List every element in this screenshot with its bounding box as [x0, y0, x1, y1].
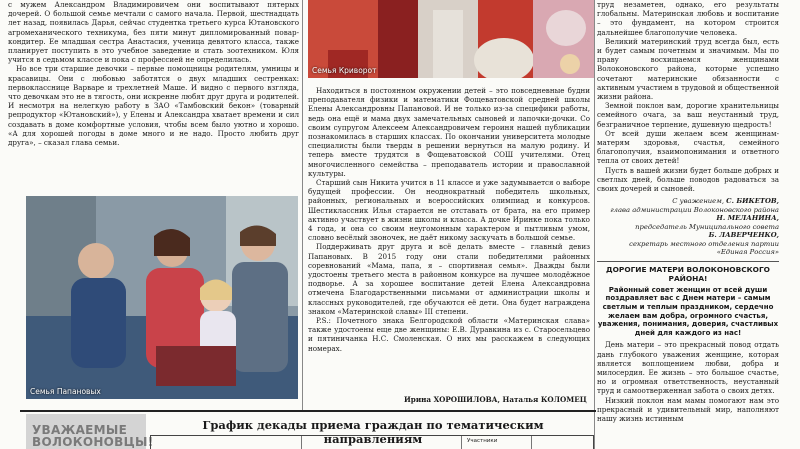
paragraph: труд незаметен, однако, его результаты глобальны. Материнская любовь и воспитание – это фундамент, на котором строится дальнейшее благополучие человека.	[597, 0, 779, 37]
photo-papanov-image	[26, 196, 298, 399]
table-column-divider	[461, 436, 462, 449]
photo-papanov-family	[26, 196, 298, 399]
signature-name: С. БИКЕТОВ,	[726, 197, 779, 206]
article-signature	[404, 395, 587, 404]
schedule-title: График декады приема граждан по тематическим направлениям	[202, 418, 544, 446]
signature-role: секретарь местного отделения партии «Единая Россия»	[629, 239, 779, 257]
paragraph: Пусть в вашей жизни будет больше добрых и светлых дней, больше поводов радоваться за своих дочерей и сыновей.	[597, 165, 779, 194]
table-column-divider	[531, 436, 532, 449]
photo-caption: Семья Криворот	[312, 66, 377, 75]
bottom-banner-text: УВАЖАЕМЫЕ ВОЛОКОНОВЦЫ!	[32, 423, 154, 449]
paragraph: Поддерживать друг друга и всё делать вместе – главный девиз Папановых. В 2015 году они стали победителями районных соревнований «Мама, папа, я – спортивная семья». Дважды были удостоены третьего места в районном конкурсе на лучшее молодёжное подворье. А за хорошее воспитание детей Елена Александровна отмечена Благодарственными письмами от администрации школы и классных руководителей, где обучаются её дети. Она будет награждена знаком «Материнской славы» III степени.	[308, 242, 590, 316]
paragraph: Земной поклон вам, дорогие хранительницы семейного очага, за ваш неустанный труд, безграничное терпение, душевную щедрость!	[597, 101, 779, 129]
paragraph: День матери – это прекрасный повод отдать дань глубокого уважения женщине, которая является воплощением любви, добра и милосердия. Ее жизнь – это большое счастье, но и огромная ответственность, неустанный труд и самоотверженная забота о своих детях.	[597, 340, 779, 396]
paragraph: с мужем Александром Владимировичем они воспитывают пятерых дочерей. О большой семье мечтали с самого начала. Первой, шестнадцать лет назад, появилась Дарья, сейчас студентка третьего курса Ютановского агромеханического техникума, без пяти минут дипломированный повар-кондитер. Ее младшая сестра Анастасия, ученица девятого класса, также планирует поступить в это учебное заведение и стать зоотехником. Юля учится в седьмом классе и пока с профессией не определилась.	[8, 0, 299, 65]
bottom-rule	[20, 410, 596, 412]
article-middle-column	[308, 86, 590, 408]
article-left-column	[8, 0, 299, 190]
table-header-label: Участники	[467, 438, 498, 444]
paragraph: Находиться в постоянном окружении детей – это повседневные будни преподавателя физики и математики Фощеватовской средней школы Елены Александровны Папановой. И не только из-за специфики работы, ведь она ещё и мама двух замечательных сыновей и лапочки-дочки. Со своим супругом Алексеем Александровичем героиня нашей публикации познакомилась в старших классах. По окончании университета молодые специалисты были тверды в решении вернуться на малую родину. И теперь вместе трудятся в Фощеватовской СОШ учителями. Отец многочисленного семейства – преподаватель истории и православной культуры.	[308, 86, 590, 178]
section-divider	[597, 261, 779, 262]
column-divider	[302, 0, 303, 410]
paragraph: Низкий поклон нам мамы помогают нам это прекрасный и удивительный мир, наполняют нашу жизнь истинным	[597, 395, 779, 423]
signature-block	[597, 197, 779, 257]
column-divider	[594, 0, 595, 449]
paragraph: P.S.: Почетного знака Белгородской области «Материнская слава» также удостоены еще две женщины: Е.В. Дуравкина из с. Старосельцево и пятиничанка Н.С. Смоленская. О них мы расскажем в следующих номерах.	[308, 316, 590, 353]
paragraph: Великий материнский труд всегда был, есть и будет самым почетным и значимым. Мы по праву восхищаемся женщинами Волоконовского района, которые успешно сочетают материнские обязанности с активным участием в трудовой и общественной жизни района.	[597, 36, 779, 102]
greeting-right-column	[597, 0, 779, 449]
table-column-divider	[301, 436, 302, 449]
signature-prefix: С уважением,	[672, 197, 724, 206]
photo-kryvorot-family	[308, 0, 594, 78]
greeting-title: ДОРОГИЕ МАТЕРИ ВОЛОКОНОВСКОГО РАЙОНА!	[606, 264, 770, 283]
paragraph: Старший сын Никита учится в 11 классе и уже задумывается о выборе будущей профессии. Он неоднократный победитель школьных, районных, региональных и всероссийских олимпиад и конкурсов. Шестиклассник Илья старается не отставать от брата, на его пример активно участвует в жизни школы и класса. А дочке Иринке пока только 4 года, и она со своим неугомонным характером и пытливым умом, словно весёлый звоночек, не даёт никому заскучать в большой семье.	[308, 178, 590, 243]
signature-role: председатель Муниципального совета	[635, 222, 779, 231]
bottom-banner	[26, 414, 154, 449]
greeting-note: Районный совет женщин от всей души поздравляет вас с Днем матери – самым светлым и теплым праздником, сердечно желаем вам добра, огромного счастья, уважения, понимания, доверия, счастливых дней для каждого из нас!	[597, 285, 779, 337]
signature-name: Б. ЛАВЕРЧЕНКО,	[708, 231, 779, 240]
signature-name: Н. МЕЛАНИНА,	[716, 214, 779, 223]
paragraph: От всей души желаем всем женщинам-матерям здоровья, счастья, семейного благополучия, взаимопонимания и ответного тепла от своих детей!	[597, 128, 779, 166]
schedule-table	[150, 435, 594, 449]
photo-caption: Семья Папановых	[30, 387, 101, 396]
paragraph: Но все три старшие девочки – первые помощницы родителям, умницы и красавицы. Они с любовью заботятся о двух младших сестренках: первокласснице Варваре и трехлетней Маше. И видно с первого взгляда, что девочкам это не в тягость, они искренне любят друг друга и родителей. И несмотря на нелегкую работу в ЗАО «Тамбовский бекон» (товарный репродуктор «Ютановский»), у Елены и Александра хватает времени и сил создавать в доме комфортные условия, чтобы всем было уютно и хорошо. «А для хорошей погоды в доме много и не надо. Просто любить друг друга», – сказал глава семьи.	[8, 64, 299, 148]
signature-text: Ирина ХОРОШИЛОВА, Наталья КОЛОМЕЦ	[404, 395, 587, 404]
signature-role: глава администрации Волоконовского района	[610, 205, 779, 214]
